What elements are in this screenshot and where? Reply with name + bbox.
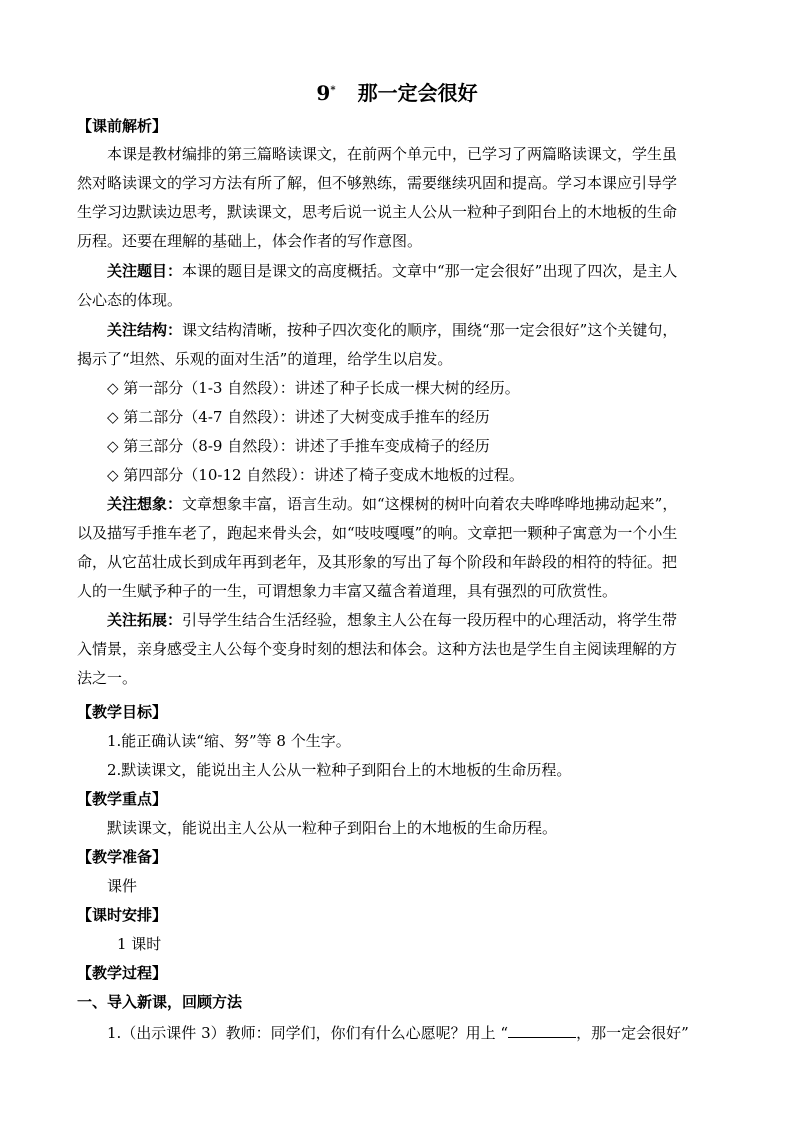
focus-extension-line-3: 法之一。 xyxy=(77,669,138,687)
structure-part-4: ◇ 第四部分（10-12 自然段）：讲述了椅子变成木地板的过程。 xyxy=(107,466,524,484)
focus-structure-label: 关注结构： xyxy=(107,321,183,339)
goal-item-2: 2.默读课文，能说出主人公从一粒种子到阳台上的木地板的生命历程。 xyxy=(107,761,572,779)
intro-line-3: 生学习边默读边思考，默读课文，思考后说一说主人公从一粒种子到阳台上的木地板的生命 xyxy=(77,203,678,221)
preparation-text: 课件 xyxy=(107,877,138,895)
focus-imagination-label: 关注想象： xyxy=(107,495,183,513)
section-heading-preview: 【课前解析】 xyxy=(77,117,168,135)
focus-imagination-line-4: 人的一生赋予种子的一生，可谓想象力丰富又蕴含着道理，具有强烈的可欣赏性。 xyxy=(77,582,618,600)
focus-imagination-text: 文章想象丰富，语言生动。如“这棵树的树叶向着农夫哗哗哗地拂动起来”， xyxy=(182,495,678,513)
focus-extension-text: 引导学生结合生活经验，想象主人公在每一段历程中的心理活动，将学生带 xyxy=(182,611,678,629)
lesson-title: 那一定会很好 xyxy=(357,81,478,105)
process-step-1-line xyxy=(107,1023,689,1043)
process-step-1-heading: 一、导入新课，回顾方法 xyxy=(77,993,243,1011)
focus-title-label: 关注题目： xyxy=(107,262,183,280)
optional-reading-mark: * xyxy=(330,85,336,96)
focus-imagination-line-1 xyxy=(107,494,677,514)
section-heading-preparation: 【教学准备】 xyxy=(77,848,168,866)
section-heading-process: 【教学过程】 xyxy=(77,964,168,982)
schedule-text: 1 课时 xyxy=(117,935,162,953)
section-heading-schedule: 【课时安排】 xyxy=(77,906,168,924)
intro-line-1: 本课是教材编排的第三篇略读课文，在前两个单元中，已学习了两篇略读课文，学生虽 xyxy=(107,145,678,163)
section-heading-goals: 【教学目标】 xyxy=(77,703,168,721)
focus-title-text: 本课的题目是课文的高度概括。文章中“那一定会很好”出现了四次，是主人 xyxy=(182,262,678,280)
page-title xyxy=(0,80,794,106)
focus-extension-line-2: 入情景，亲身感受主人公每个变身时刻的想法和体会。这种方法也是学生自主阅读理解的方 xyxy=(77,640,678,658)
structure-part-2: ◇ 第二部分（4-7 自然段）：讲述了大树变成手推车的经历 xyxy=(107,408,490,426)
key-point-text: 默读课文，能说出主人公从一粒种子到阳台上的木地板的生命历程。 xyxy=(107,819,558,837)
fill-in-blank xyxy=(508,1023,576,1038)
intro-line-2: 然对略读课文的学习方法有所了解，但不够熟练，需要继续巩固和提高。学习本课应引导学 xyxy=(77,174,678,192)
lesson-number: 9 xyxy=(316,81,331,105)
focus-title-line-1 xyxy=(107,261,677,281)
focus-structure-text: 课文结构清晰，按种子四次变化的顺序，围绕“那一定会很好”这个关键句， xyxy=(182,321,678,339)
process-step-1-text-before: 1.（出示课件 3）教师：同学们，你们有什么心愿呢？用上 “ xyxy=(107,1024,509,1042)
structure-part-1: ◇ 第一部分（1-3 自然段）：讲述了种子长成一棵大树的经历。 xyxy=(107,379,520,397)
structure-part-3: ◇ 第三部分（8-9 自然段）：讲述了手推车变成椅子的经历 xyxy=(107,437,490,455)
goal-item-1: 1.能正确认读“缩、努”等 8 个生字。 xyxy=(107,732,351,750)
process-step-1-text-after: ，那一定会很好” xyxy=(576,1024,689,1042)
focus-extension-label: 关注拓展： xyxy=(107,611,183,629)
focus-imagination-line-2: 以及描写手推车老了，跑起来骨头会，如“吱吱嘎嘎”的响。文章把一颗种子寓意为一个小生 xyxy=(77,524,678,542)
section-heading-key-points: 【教学重点】 xyxy=(77,790,168,808)
focus-structure-line-2: 揭示了“坦然、乐观的面对生活”的道理，给学生以启发。 xyxy=(77,350,453,368)
intro-line-4: 历程。还要在理解的基础上，体会作者的写作意图。 xyxy=(77,232,423,250)
focus-structure-line-1 xyxy=(107,320,677,340)
focus-extension-line-1 xyxy=(107,610,677,630)
focus-imagination-line-3: 命，从它茁壮成长到成年再到老年，及其形象的写出了每个阶段和年龄段的相符的特征。把 xyxy=(77,553,678,571)
focus-title-line-2: 公心态的体现。 xyxy=(77,291,183,309)
